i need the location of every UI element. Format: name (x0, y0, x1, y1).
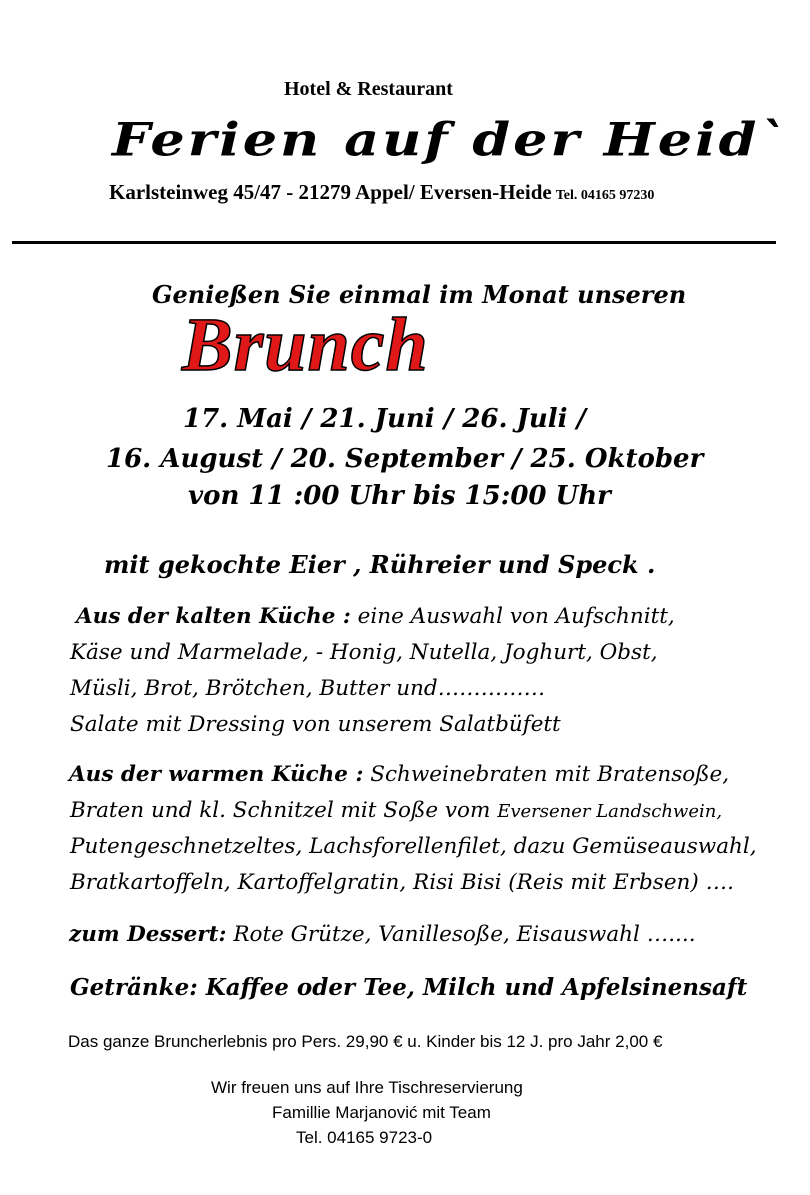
dessert-text: Rote Grütze, Vanillesoße, Eisauswahl ….... (226, 922, 696, 947)
footer-family: Famillie Marjanović mit Team (272, 1103, 491, 1122)
dates-line-2: 16. August / 20. September / 25. Oktober (106, 444, 704, 474)
eggs-line: mit gekochte Eier , Rühreier und Speck . (104, 550, 656, 579)
time-line: von 11 :00 Uhr bis 15:00 Uhr (188, 481, 611, 511)
header-phone: Tel. 04165 97230 (555, 188, 655, 203)
brunch-headline: Brunch (182, 303, 429, 387)
cold-kitchen-line-3: Müsli, Brot, Brötchen, Butter und…………… (70, 676, 546, 701)
hotel-subtitle: Hotel & Restaurant (284, 78, 453, 100)
footer-phone: Tel. 04165 9723-0 (296, 1128, 433, 1147)
restaurant-logo: Ferien auf der Heid` (112, 112, 790, 167)
address: Karlsteinweg 45/47 - 21279 Appel/ Eversen-Heide (109, 180, 552, 204)
price-line: Das ganze Bruncherlebnis pro Pers. 29,90 € u. Kinder bis 12 J. pro Jahr 2,00 € (68, 1032, 663, 1051)
dessert-heading: zum Dessert: (69, 922, 227, 947)
cold-kitchen-line-1 (76, 604, 675, 629)
dates-line-1: 17. Mai / 21. Juni / 26. Juli / (183, 404, 587, 434)
warm-kitchen-line-2b: Eversener Landschwein, (497, 801, 723, 822)
footer-reservation: Wir freuen uns auf Ihre Tischreservierung (211, 1078, 523, 1097)
warm-kitchen-line-2a: Braten und kl. Schnitzel mit Soße vom (70, 798, 498, 823)
warm-kitchen-heading: Aus der warmen Küche : (69, 762, 364, 787)
cold-kitchen-text: eine Auswahl von Aufschnitt, (350, 604, 675, 629)
warm-kitchen-line-3: Putengeschnetzeltes, Lachsforellenfilet, dazu Gemüseauswahl, (70, 834, 757, 859)
drinks-line: Getränke: Kaffee oder Tee, Milch und Apfelsinensaft (70, 974, 748, 1001)
cold-kitchen-line-4: Salate mit Dressing von unserem Salatbüfett (70, 712, 561, 737)
dessert-line (69, 922, 696, 947)
warm-kitchen-line-4: Bratkartoffeln, Kartoffelgratin, Risi Bisi (Reis mit Erbsen) …. (70, 870, 734, 895)
address-line (109, 180, 654, 205)
warm-kitchen-line-1 (69, 762, 729, 787)
warm-kitchen-line-2 (70, 798, 722, 823)
intro-text: Genießen Sie einmal im Monat unseren (152, 280, 687, 309)
header-divider (12, 241, 776, 244)
cold-kitchen-line-2: Käse und Marmelade, - Honig, Nutella, Joghurt, Obst, (70, 640, 658, 665)
cold-kitchen-heading: Aus der kalten Küche : (76, 604, 351, 629)
warm-kitchen-text: Schweinebraten mit Bratensoße, (363, 762, 730, 787)
